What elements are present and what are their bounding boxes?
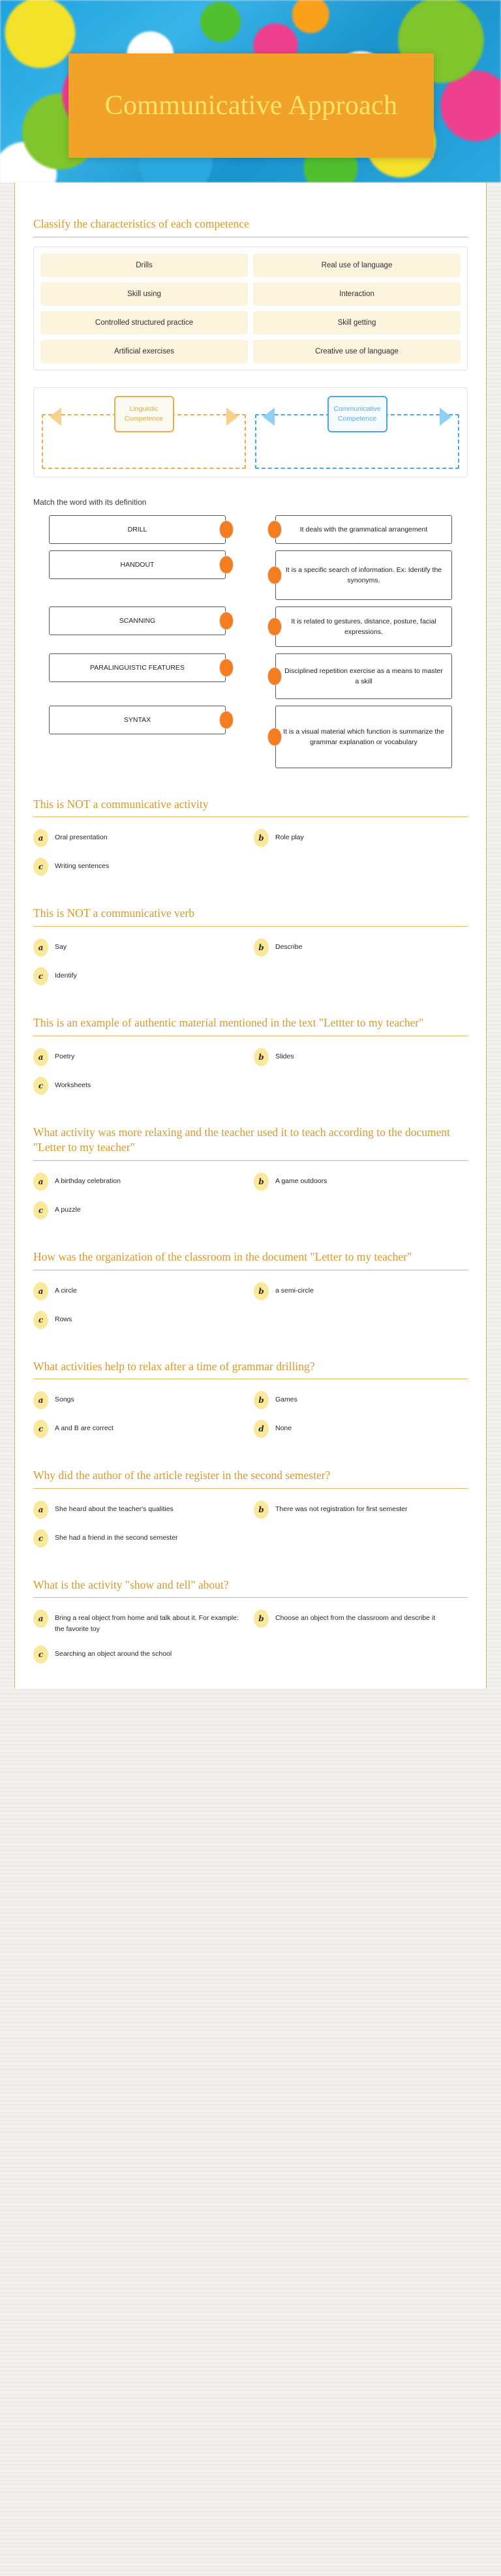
classify-chip[interactable]: Real use of language: [253, 254, 461, 277]
option[interactable]: [33, 854, 247, 880]
option-key: c: [33, 1529, 48, 1548]
option[interactable]: [33, 963, 247, 989]
question-prompt: This is NOT a communicative verb: [33, 906, 468, 927]
option-key: b: [254, 1610, 269, 1628]
competence-dropzone-group: [33, 387, 468, 477]
option-key: a: [33, 829, 48, 847]
option-text: Searching an object around the school: [55, 1650, 172, 1658]
match-term[interactable]: PARALINGUISTIC FEATURES: [49, 653, 226, 682]
match-term[interactable]: SYNTAX: [49, 706, 226, 734]
option-text: A and B are correct: [55, 1424, 114, 1433]
match-term[interactable]: DRILL: [49, 515, 226, 544]
option[interactable]: [254, 1497, 468, 1523]
option-text: Games: [275, 1396, 297, 1404]
option-text: A circle: [55, 1286, 77, 1295]
match-term-cell[interactable]: [33, 706, 241, 734]
match-connector-dot[interactable]: [219, 711, 234, 729]
option-list: [33, 1169, 468, 1223]
option[interactable]: [33, 1606, 247, 1639]
question-block: [15, 993, 486, 1103]
option-list: [33, 825, 468, 880]
option-text: Say: [55, 943, 67, 951]
option-text: None: [275, 1424, 292, 1433]
dropzone-communicative-competence[interactable]: [255, 406, 459, 469]
option-key: a: [33, 1048, 48, 1066]
option-text: She heard about the teacher's qualities: [55, 1505, 174, 1513]
page-title: Communicative Approach: [104, 90, 398, 121]
option-text: a semi-circle: [275, 1286, 314, 1295]
option-text: Identify: [55, 972, 77, 980]
option[interactable]: [254, 1387, 468, 1413]
option[interactable]: [33, 1416, 247, 1442]
match-connector-dot[interactable]: [219, 556, 234, 574]
option-key: a: [33, 1173, 48, 1191]
question-block: [15, 775, 486, 884]
option[interactable]: [254, 1416, 468, 1442]
question-prompt: What activity was more relaxing and the teacher used it to teach according to the document "Letter to my teacher": [33, 1125, 468, 1161]
option[interactable]: [33, 1197, 247, 1223]
match-definition[interactable]: It is related to gestures, distance, posture, facial expressions.: [275, 607, 452, 647]
option-key: c: [33, 1077, 48, 1095]
match-term[interactable]: HANDOUT: [49, 550, 226, 579]
match-connector-dot[interactable]: [219, 659, 234, 677]
option-text: There was not registration for first semester: [275, 1505, 408, 1513]
option-text: Rows: [55, 1315, 72, 1323]
option-text: A birthday celebration: [55, 1176, 121, 1185]
match-connector-dot[interactable]: [267, 667, 282, 685]
option[interactable]: [33, 1044, 247, 1070]
option-key: d: [254, 1420, 269, 1438]
match-connector-dot[interactable]: [267, 520, 282, 539]
option-key: b: [254, 1173, 269, 1191]
option[interactable]: [33, 1278, 247, 1304]
option-key: c: [33, 1420, 48, 1438]
option[interactable]: [254, 1606, 468, 1639]
option-text: A game outdoors: [275, 1176, 327, 1185]
option-text: Choose an object from the classroom and describe it: [275, 1614, 436, 1623]
option-text: Role play: [275, 833, 304, 842]
match-row: [33, 706, 468, 768]
option-text: Poetry: [55, 1052, 75, 1060]
classify-chip[interactable]: Artificial exercises: [40, 340, 248, 363]
match-term-cell[interactable]: [33, 515, 241, 544]
option-key: a: [33, 1391, 48, 1409]
option-text: Worksheets: [55, 1081, 91, 1089]
option-key: b: [254, 1048, 269, 1066]
match-connector-dot[interactable]: [219, 612, 234, 630]
question-block: [15, 1227, 486, 1337]
option-key: c: [33, 1311, 48, 1329]
question-block: [15, 1337, 486, 1446]
option-key: c: [33, 1645, 48, 1664]
option-text: She had a friend in the second semester: [55, 1533, 178, 1542]
option-text: Bring a real object from home and talk about it. For example: the favorite toy: [55, 1614, 239, 1634]
match-row: [33, 607, 468, 647]
hero-header: [0, 0, 501, 183]
option-text: A puzzle: [55, 1205, 81, 1214]
question-prompt: How was the organization of the classroom in the document "Letter to my teacher": [33, 1250, 468, 1270]
option-key: b: [254, 938, 269, 957]
option-key: a: [33, 1282, 48, 1300]
question-prompt: This is an example of authentic material mentioned in the text "Lettter to my teacher": [33, 1015, 468, 1036]
classify-chip[interactable]: Creative use of language: [253, 340, 461, 363]
question-prompt: This is NOT a communicative activity: [33, 797, 468, 818]
ribbon-wing-left-icon: [263, 408, 275, 426]
classify-heading: Classify the characteristics of each competence: [33, 217, 468, 237]
ribbon-wing-right-icon: [440, 408, 451, 426]
classify-chip[interactable]: Controlled structured practice: [40, 311, 248, 335]
option-text: Oral presentation: [55, 833, 108, 842]
option[interactable]: [33, 1641, 247, 1668]
option-text: Slides: [275, 1052, 294, 1060]
match-definition-cell[interactable]: [260, 706, 468, 768]
question-block: [15, 1103, 486, 1227]
option-key: a: [33, 1501, 48, 1519]
match-definition-cell[interactable]: [260, 515, 468, 544]
match-row: [33, 550, 468, 600]
content-sheet: [14, 183, 487, 1688]
match-connector-dot[interactable]: [267, 728, 282, 746]
option-list: [33, 1497, 468, 1551]
option-key: b: [254, 1501, 269, 1519]
option[interactable]: [254, 935, 468, 961]
dropzone-linguistic-competence[interactable]: [42, 406, 246, 469]
match-definition[interactable]: It is a visual material which function is summarize the grammar explanation or vocabulary: [275, 706, 452, 768]
question-prompt: Why did the author of the article register in the second semester?: [33, 1468, 468, 1489]
option[interactable]: [33, 825, 247, 851]
classify-chip[interactable]: Drills: [40, 254, 248, 277]
match-definition-cell[interactable]: [260, 653, 468, 699]
dropzone-label: Linguistic Competence: [114, 396, 174, 432]
classify-activity: [15, 217, 486, 370]
match-definition-cell[interactable]: [260, 550, 468, 600]
match-term-cell[interactable]: [33, 550, 241, 579]
option-key: c: [33, 1201, 48, 1220]
match-definition[interactable]: Disciplined repetition exercise as a means to master a skill: [275, 653, 452, 699]
match-heading: Match the word with its definition: [33, 497, 147, 507]
classify-chip-grid: [33, 247, 468, 370]
option-list: [33, 935, 468, 989]
option-text: Songs: [55, 1396, 74, 1404]
question-block: [15, 884, 486, 993]
option[interactable]: [33, 1525, 247, 1551]
option-key: b: [254, 1282, 269, 1300]
option[interactable]: [33, 1387, 247, 1413]
question-block: [15, 1446, 486, 1555]
option[interactable]: [254, 825, 468, 851]
dropzone-label: Communicative Competence: [327, 396, 387, 432]
match-row: [33, 515, 468, 544]
option-list: [33, 1606, 468, 1668]
match-connector-dot[interactable]: [219, 520, 234, 539]
option[interactable]: [33, 1169, 247, 1195]
match-pair-list: [33, 515, 468, 768]
option-text: Describe: [275, 943, 303, 951]
match-activity: [15, 497, 486, 768]
classify-chip[interactable]: Skill getting: [253, 311, 461, 335]
option[interactable]: [254, 1169, 468, 1195]
option[interactable]: [254, 1044, 468, 1070]
option-key: c: [33, 967, 48, 985]
option-list: [33, 1044, 468, 1099]
ribbon-wing-left-icon: [50, 408, 61, 426]
option[interactable]: [33, 935, 247, 961]
option-key: a: [33, 1610, 48, 1628]
option-text: Writing sentences: [55, 862, 110, 871]
option[interactable]: [33, 1497, 247, 1523]
classify-chip[interactable]: Skill using: [40, 282, 248, 306]
option[interactable]: [254, 1278, 468, 1304]
ribbon-wing-right-icon: [226, 408, 238, 426]
match-definition-cell[interactable]: [260, 607, 468, 647]
option-list: [33, 1387, 468, 1442]
question-prompt: What is the activity "show and tell" about?: [33, 1578, 468, 1598]
question-block: [15, 1555, 486, 1671]
match-term-cell[interactable]: [33, 607, 241, 635]
title-banner: [68, 53, 434, 158]
match-row: [33, 653, 468, 699]
question-prompt: What activities help to relax after a time of grammar drilling?: [33, 1359, 468, 1380]
option-key: b: [254, 1391, 269, 1409]
match-term-cell[interactable]: [33, 653, 241, 682]
option-key: c: [33, 858, 48, 876]
classify-chip[interactable]: Interaction: [253, 282, 461, 306]
option[interactable]: [33, 1307, 247, 1333]
match-definition[interactable]: It deals with the grammatical arrangement: [275, 515, 452, 544]
match-term[interactable]: SCANNING: [49, 607, 226, 635]
option-key: b: [254, 829, 269, 847]
option-key: a: [33, 938, 48, 957]
match-definition[interactable]: It is a specific search of information. Ex: Identify the synonyms.: [275, 550, 452, 600]
match-connector-dot[interactable]: [267, 618, 282, 636]
match-connector-dot[interactable]: [267, 566, 282, 584]
option[interactable]: [33, 1073, 247, 1099]
option-list: [33, 1278, 468, 1333]
